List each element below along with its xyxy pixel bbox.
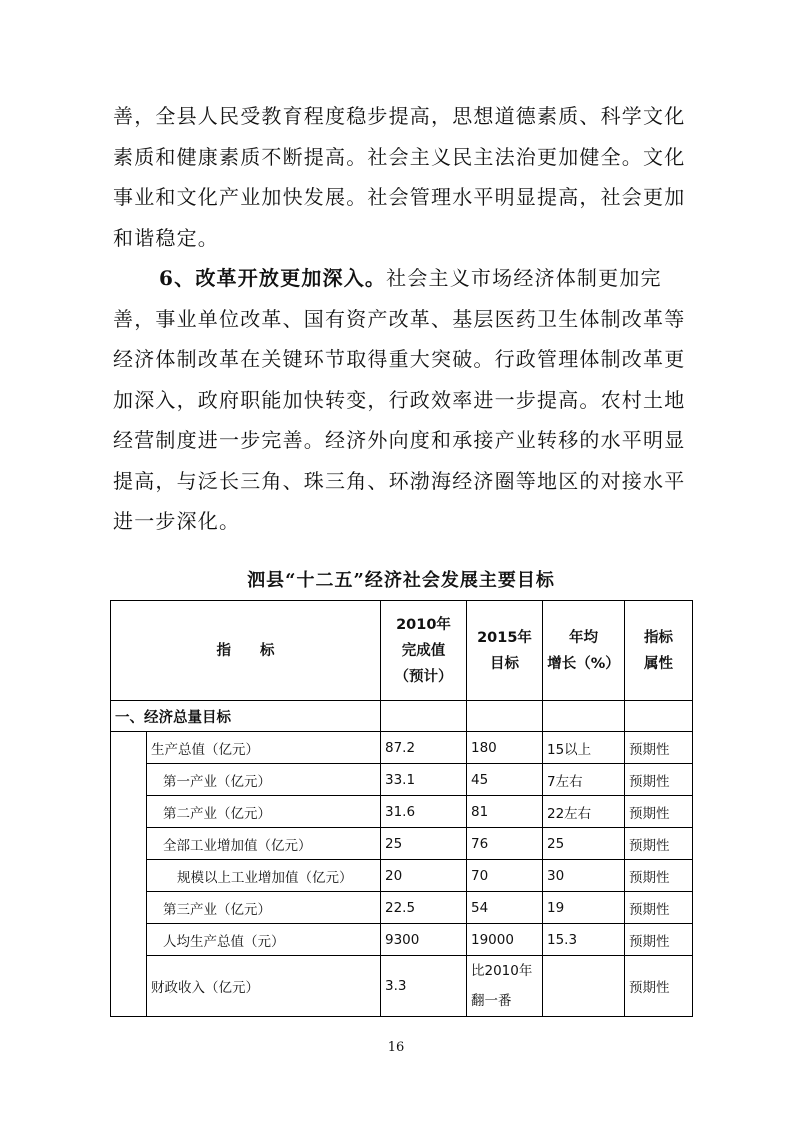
indicator-name: 第二产业（亿元） bbox=[147, 796, 381, 828]
table-row bbox=[111, 956, 693, 1017]
header-growth-line2: 增长（%） bbox=[547, 655, 620, 672]
table-row bbox=[111, 924, 693, 956]
paragraph-body: 社会主义市场经济体制更加完善，事业单位改革、国有资产改革、基层医药卫生体制改革等经济体制改革在关键环节取得重大突破。行政管理体制改革更加深入，政府职能加快转变，行政效率进一步提高。农村土地经营制度进一步完善。经济外向度和承接产业转移的水平明显提高，与泛长三角、珠三角、环渤海经济圈等地区的对接水平进一步深化。 bbox=[113, 266, 686, 533]
table-row bbox=[111, 796, 693, 828]
indicator-name: 第一产业（亿元） bbox=[147, 764, 381, 796]
section-row bbox=[111, 701, 693, 732]
value-2015-line2: 翻一番 bbox=[471, 993, 512, 1009]
value-2010: 9300 bbox=[381, 924, 467, 956]
header-indicator: 指 标 bbox=[111, 601, 381, 701]
table-header-row bbox=[111, 601, 693, 701]
value-2015 bbox=[467, 956, 543, 1017]
indicator-name: 人均生产总值（元） bbox=[147, 924, 381, 956]
indicator-name: 生产总值（亿元） bbox=[147, 732, 381, 764]
indicator-name: 规模以上工业增加值（亿元） bbox=[147, 860, 381, 892]
table-row bbox=[111, 892, 693, 924]
value-growth: 15以上 bbox=[543, 732, 625, 764]
table-row bbox=[111, 860, 693, 892]
value-2015: 19000 bbox=[467, 924, 543, 956]
value-growth: 7左右 bbox=[543, 764, 625, 796]
value-attr: 预期性 bbox=[625, 764, 693, 796]
value-attr: 预期性 bbox=[625, 828, 693, 860]
indicator-name: 财政收入（亿元） bbox=[147, 956, 381, 1017]
value-2015: 54 bbox=[467, 892, 543, 924]
indicator-name: 第三产业（亿元） bbox=[147, 892, 381, 924]
value-2015: 45 bbox=[467, 764, 543, 796]
value-attr: 预期性 bbox=[625, 956, 693, 1017]
value-growth: 15.3 bbox=[543, 924, 625, 956]
value-attr: 预期性 bbox=[625, 860, 693, 892]
value-attr: 预期性 bbox=[625, 892, 693, 924]
paragraph-continuation: 善，全县人民受教育程度稳步提高，思想道德素质、科学文化素质和健康素质不断提高。社会主义民主法治更加健全。文化事业和文化产业加快发展。社会管理水平明显提高，社会更加和谐稳定。 bbox=[113, 104, 686, 250]
header-attr-line1: 指标 bbox=[644, 629, 673, 646]
value-2010: 87.2 bbox=[381, 732, 467, 764]
value-2015: 81 bbox=[467, 796, 543, 828]
section-label: 一、经济总量目标 bbox=[111, 701, 381, 732]
table-row bbox=[111, 828, 693, 860]
value-2015: 70 bbox=[467, 860, 543, 892]
value-2010: 3.3 bbox=[381, 956, 467, 1017]
table-title: 泗县“十二五”经济社会发展主要目标 bbox=[247, 570, 555, 591]
header-2010-line3: （预计） bbox=[394, 668, 453, 685]
value-attr: 预期性 bbox=[625, 924, 693, 956]
table-row bbox=[111, 732, 693, 764]
indicator-name: 全部工业增加值（亿元） bbox=[147, 828, 381, 860]
header-2010-line1: 2010年 bbox=[396, 616, 451, 633]
table-row bbox=[111, 764, 693, 796]
value-2015: 76 bbox=[467, 828, 543, 860]
value-growth bbox=[543, 956, 625, 1017]
value-growth: 25 bbox=[543, 828, 625, 860]
page-number: 16 bbox=[387, 1040, 405, 1055]
value-growth: 19 bbox=[543, 892, 625, 924]
value-attr: 预期性 bbox=[625, 732, 693, 764]
header-2010 bbox=[381, 601, 467, 701]
header-2015-line1: 2015年 bbox=[477, 629, 532, 646]
header-2015-line2: 目标 bbox=[490, 655, 519, 672]
value-2010: 20 bbox=[381, 860, 467, 892]
value-2010: 25 bbox=[381, 828, 467, 860]
value-2010: 31.6 bbox=[381, 796, 467, 828]
paragraph-lead: 6、改革开放更加深入。 bbox=[159, 266, 387, 290]
value-2010: 33.1 bbox=[381, 764, 467, 796]
header-2015 bbox=[467, 601, 543, 701]
header-growth bbox=[543, 601, 625, 701]
header-attr-line2: 属性 bbox=[644, 655, 673, 672]
value-2015-line1: 比2010年 bbox=[471, 963, 533, 979]
header-attr bbox=[625, 601, 693, 701]
value-attr: 预期性 bbox=[625, 796, 693, 828]
value-2010: 22.5 bbox=[381, 892, 467, 924]
goals-table bbox=[110, 600, 693, 1017]
value-2015: 180 bbox=[467, 732, 543, 764]
value-growth: 30 bbox=[543, 860, 625, 892]
paragraph-reform bbox=[113, 258, 693, 542]
value-growth: 22左右 bbox=[543, 796, 625, 828]
header-2010-line2: 完成值 bbox=[401, 642, 446, 659]
indent-cell bbox=[111, 732, 147, 1017]
header-growth-line1: 年均 bbox=[569, 629, 598, 646]
